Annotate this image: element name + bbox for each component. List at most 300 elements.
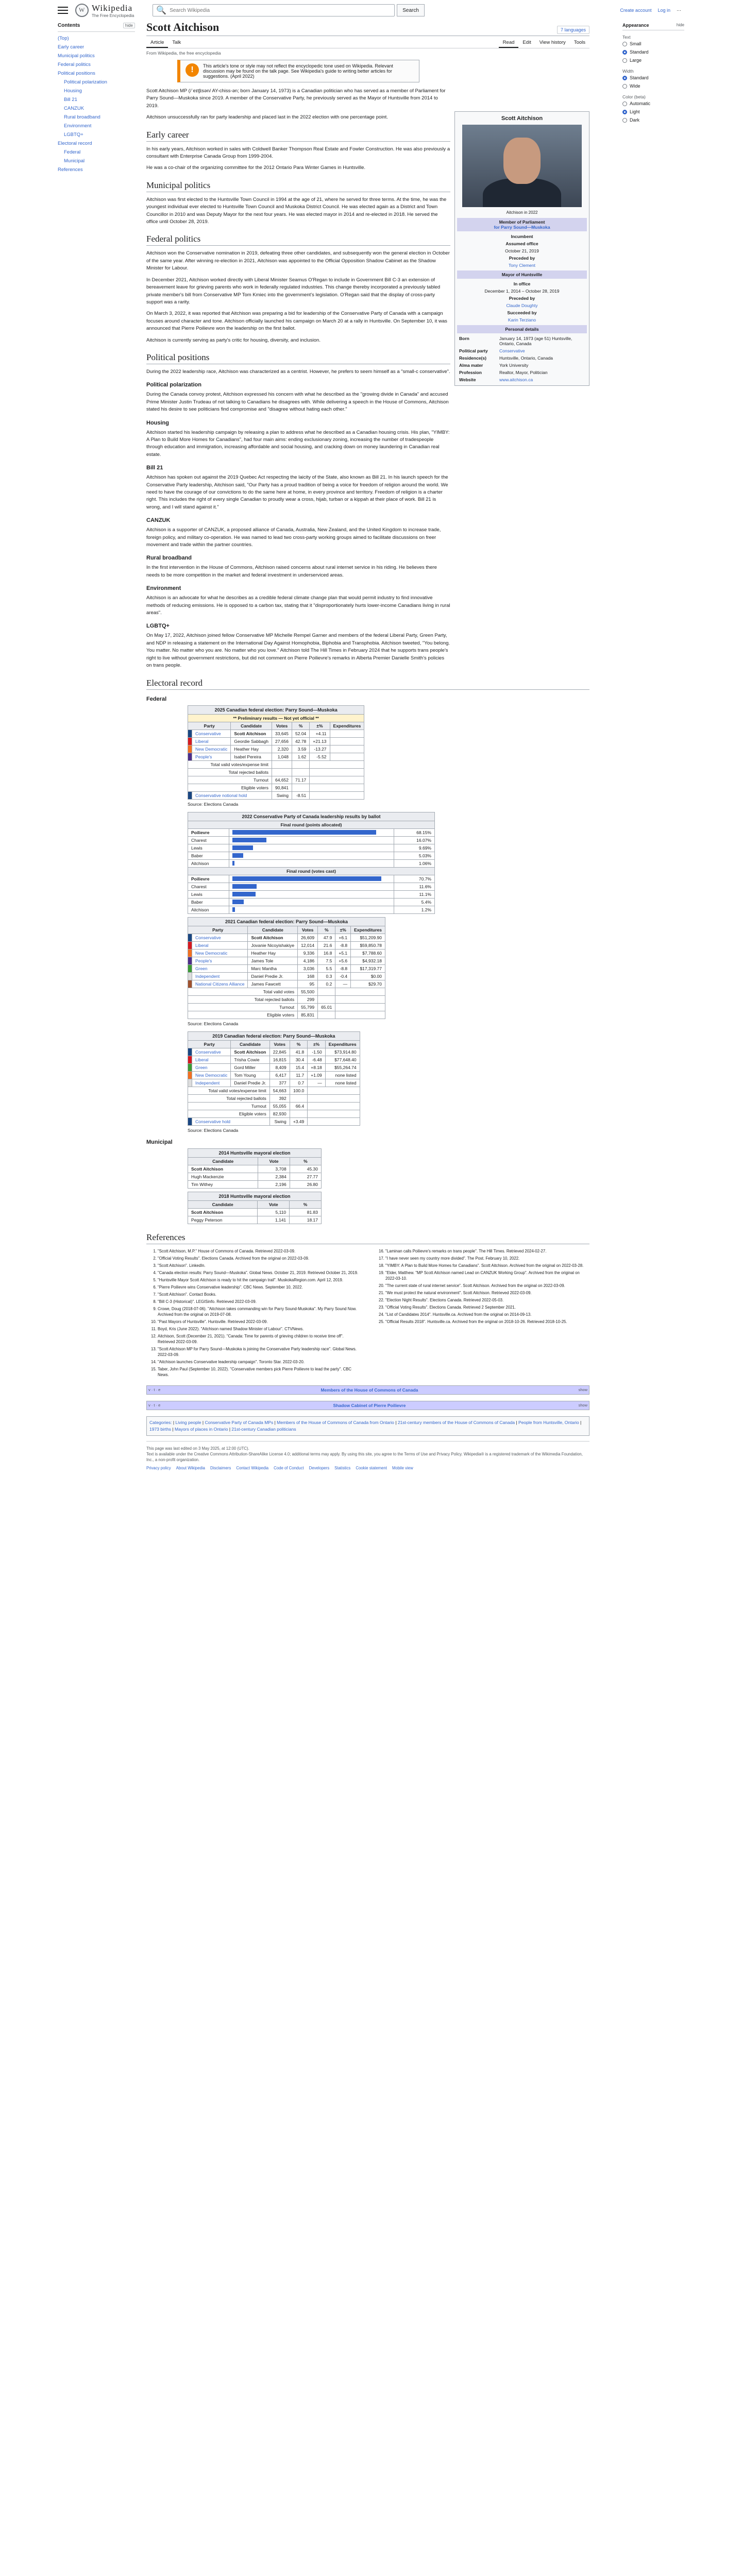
candidate-name: Scott Aitchison <box>248 934 298 941</box>
toc-item-municipal[interactable]: Municipal <box>64 158 85 164</box>
toc-item-federal-politics[interactable]: Federal politics <box>58 62 91 67</box>
swing-value: -8.51 <box>292 791 310 799</box>
totals-row <box>188 1102 360 1110</box>
appearance-option[interactable] <box>622 40 684 48</box>
appearance-option[interactable] <box>622 48 684 56</box>
radio-button-icon[interactable] <box>622 110 627 114</box>
votes: 4,186 <box>298 957 318 964</box>
vote-percent: 41.8 <box>290 1048 308 1056</box>
vote-percent: 16.8 <box>318 949 335 957</box>
expenditures: $59,850.78 <box>351 941 385 949</box>
vote-percent: 81.83 <box>290 1208 322 1216</box>
totals-percent <box>292 760 310 768</box>
expenditures: $29.70 <box>351 980 385 988</box>
candidate-name: Lewis <box>188 844 229 852</box>
vote-change: -6.48 <box>308 1056 326 1063</box>
color-heading: Color (beta) <box>622 94 646 99</box>
table-row <box>188 1056 360 1063</box>
leadership-row <box>188 898 435 906</box>
toc-hide-button[interactable]: hide <box>123 23 135 28</box>
portrait-image[interactable] <box>462 125 582 207</box>
radio-button-icon[interactable] <box>622 84 627 89</box>
reference-item: 6. "Pierre Poilievre wins Conservative leadership". CBC News. September 10, 2022. <box>158 1284 362 1290</box>
radio-button-icon[interactable] <box>622 76 627 80</box>
column-header: Candidate <box>231 1040 269 1048</box>
result-percent: 5.4% <box>394 898 435 906</box>
table-caption: 2025 Canadian federal election: Parry Sound—Muskoka <box>188 705 364 714</box>
election-results-table <box>188 1031 360 1126</box>
party-name[interactable]: Independent <box>192 1079 231 1087</box>
navbox-title-link[interactable]: Members of the House of Commons of Canada <box>321 1387 418 1393</box>
appearance-option[interactable] <box>622 56 684 64</box>
totals-value: 55,500 <box>298 988 318 995</box>
votes: 9,336 <box>298 949 318 957</box>
section-heading-political-polarization: Political polarization <box>146 382 201 388</box>
reference-item: 18. "YIMBY: A Plan to Build More Homes for Canadians". Scott Aitchison. Archived from the original on 2022-03-28. <box>385 1263 589 1268</box>
infobox-key: Born <box>459 336 469 341</box>
infobox-name: Scott Aitchison <box>501 115 543 122</box>
column-header: Vote <box>258 1200 290 1208</box>
totals-label: Turnout <box>188 1102 270 1110</box>
totals-row <box>188 1003 385 1011</box>
toc-item-canzuk[interactable]: CANZUK <box>64 106 85 111</box>
section-paragraph: In his early years, Aitchison worked in sales with Coldwell Banker Thompson Real Estate and Fowler Construction. He was also previously a consultant with Enterprise Canada Group from 1999-2004. <box>146 146 450 160</box>
totals-percent <box>318 1011 335 1019</box>
appearance-option[interactable] <box>622 82 684 90</box>
party-name[interactable]: Conservative <box>192 1048 231 1056</box>
navbox <box>146 1401 589 1410</box>
federal-results <box>146 705 589 1133</box>
succeeded-by-link[interactable]: Karin Terziano <box>508 317 536 323</box>
table-row <box>188 964 385 972</box>
tab-article[interactable]: Article <box>146 38 168 48</box>
column-header: Expenditures <box>325 1040 360 1048</box>
party-color-swatch <box>188 934 192 941</box>
votes: 95 <box>298 980 318 988</box>
infobox-row <box>457 335 587 347</box>
vote-change: +21.13 <box>310 737 330 745</box>
column-header: % <box>292 722 310 730</box>
color-options <box>622 99 684 124</box>
reference-item: 17. "I have never seen my country more divided". The Post. February 10, 2022. <box>385 1256 589 1261</box>
reference-item: 8. "Bill C-3 (Historical)". LEGISinfo. Retrieved 2022-03-09. <box>158 1299 362 1304</box>
votes: 2,320 <box>272 745 292 753</box>
appearance-hide-button[interactable]: hide <box>676 23 684 27</box>
table-caption: 2019 Canadian federal election: Parry Sound—Muskoka <box>188 1031 360 1040</box>
reference-item: 9. Crowe, Doug (2018-07-06). "Aitchison takes commanding win for Parry Sound-Muskoka". My Parry Sound Now. Archived from the original on 2019-07-08. <box>158 1306 362 1317</box>
election-results-table <box>188 917 385 1019</box>
party-name[interactable]: Liberal <box>192 941 248 949</box>
vote-percent: 5.5 <box>318 964 335 972</box>
tab-tools[interactable]: Tools <box>574 40 585 45</box>
references-column <box>374 1248 589 1379</box>
radio-button-icon[interactable] <box>622 58 627 63</box>
expenditures <box>330 753 364 760</box>
personal-tools <box>620 8 681 13</box>
totals-percent <box>292 768 310 776</box>
option-label: Standard <box>630 49 649 55</box>
page-footer <box>146 1441 589 1471</box>
party-name[interactable]: New Democratic <box>192 1071 231 1079</box>
infobox-row <box>457 362 587 369</box>
table-row <box>188 737 364 745</box>
totals-percent: 65.01 <box>318 1003 335 1011</box>
footer-link[interactable]: Privacy policy <box>146 1465 171 1470</box>
totals-percent: 66.4 <box>290 1102 308 1110</box>
footer-link[interactable]: Mobile view <box>392 1465 413 1470</box>
category-box <box>146 1416 589 1436</box>
category-link[interactable]: Mayors of places in Ontario <box>175 1426 228 1432</box>
table-row <box>188 753 364 760</box>
party-color-swatch <box>188 1071 192 1079</box>
totals-value: 64,652 <box>272 776 292 784</box>
width-heading: Width <box>622 69 634 74</box>
section-paragraph: On March 3, 2022, it was reported that Aitchison was preparing a bid for leadership of the Conservative Party of Canada with a campaign focuses around character and tone. Aitchison officially launched his campaign on March 20 at a rally in Huntsville. On September 10, it was announced that Pierre Poilievre won the leadership on the first ballot. <box>146 311 447 332</box>
section-paragraph: During the Canada convoy protest, Aitchison expressed his concern with what he described as the "growing divide in Canada" and accused Prime Minister Justin Trudeau of not talking to Canadians he disagrees with. While delivering a speech in the House of Commons, Aitchison stated his desire to see politicians find compromise and "disagree without hating each other." <box>146 392 449 413</box>
party-name[interactable]: National Citizens Alliance <box>192 980 248 988</box>
round-header: Final round (votes cast) <box>188 867 435 875</box>
totals-label: Eligible voters <box>188 1110 270 1117</box>
reference-item: 7. "Scott Aitchison". Contact Books. <box>158 1292 362 1297</box>
footer-link[interactable]: Developers <box>309 1465 330 1470</box>
table-row <box>188 1216 322 1224</box>
appearance-option[interactable] <box>622 108 684 116</box>
column-header: Party <box>188 722 231 730</box>
reference-item: 12. Aitchison, Scott (December 21, 2021). "Canada: Time for parents of grieving children to receive time off". Retrieved 2022-03-09. <box>158 1333 362 1345</box>
vote-change: +6.1 <box>335 934 351 941</box>
vote-percent: 7.5 <box>318 957 335 964</box>
table-source: Source: Elections Canada <box>188 1127 239 1133</box>
tab-talk[interactable]: Talk <box>172 40 181 45</box>
log-in-link[interactable]: Log in <box>657 7 670 13</box>
toc-item-municipal-politics[interactable]: Municipal politics <box>58 53 95 59</box>
result-percent: 11.6% <box>394 883 435 890</box>
footer-link[interactable]: Contact Wikipedia <box>236 1465 269 1470</box>
category-list: | Living people | Conservative Party of Canada MPs | Members of the House of Commons of Canada from Ontario | 21st-century members of the House of Commons of Canada | People from Huntsville, Ontario | 1973 births | Mayors of places in Ontario | 21st-century Canadian politicians <box>149 1419 582 1432</box>
category-link[interactable]: 21st-century Canadian politicians <box>231 1426 296 1432</box>
navbox-vte-links[interactable]: v · t · e <box>148 1402 161 1408</box>
more-options-icon[interactable]: ⋯ <box>677 7 681 13</box>
hold-label[interactable]: Conservative notional hold <box>192 791 272 799</box>
totals-label: Total rejected ballots <box>188 768 272 776</box>
swing-label[interactable]: Swing <box>272 791 292 799</box>
vote-percent: 11.7 <box>290 1071 308 1079</box>
infobox-value[interactable]: www.aitchison.ca <box>499 377 533 382</box>
votes: 22,845 <box>269 1048 290 1056</box>
party-name[interactable]: Conservative <box>192 934 248 941</box>
tab-view-history[interactable]: View history <box>539 40 566 45</box>
vote-change: +1.09 <box>308 1071 326 1079</box>
column-header: % <box>290 1157 321 1165</box>
table-caption: 2021 Canadian federal election: Parry Sound—Muskoka <box>188 917 385 926</box>
table-row <box>188 980 385 988</box>
leadership-row <box>188 852 435 859</box>
footer-link[interactable]: Code of Conduct <box>274 1465 304 1470</box>
toc-item-rural-broadband[interactable]: Rural broadband <box>64 114 100 120</box>
result-bar <box>232 892 256 896</box>
table-row <box>188 1048 360 1056</box>
totals-value: 392 <box>269 1094 290 1102</box>
result-bar <box>232 907 235 912</box>
swing-label[interactable]: Swing <box>269 1117 290 1125</box>
expenditures: none listed <box>325 1071 360 1079</box>
leadership-row <box>188 875 435 883</box>
candidate-name: Scott Aitchison <box>188 1208 258 1216</box>
main-menu-icon[interactable] <box>58 7 68 14</box>
party-color-swatch <box>188 737 192 745</box>
totals-row <box>188 1110 360 1117</box>
appearance-panel <box>622 21 684 124</box>
categories-label[interactable]: Categories: <box>149 1419 172 1425</box>
table-row <box>188 1180 322 1188</box>
article-content <box>146 21 589 1471</box>
party-name[interactable]: Independent <box>192 972 248 980</box>
vote-percent: 15.4 <box>290 1063 308 1071</box>
language-button[interactable]: 7 languages <box>557 26 589 34</box>
party-color-swatch <box>188 730 192 737</box>
toc-header <box>58 21 135 32</box>
table-row <box>188 1071 360 1079</box>
footer-link[interactable]: Statistics <box>334 1465 351 1470</box>
expenditures: $73,914.80 <box>325 1048 360 1056</box>
totals-label: Total rejected ballots <box>188 995 298 1003</box>
result-percent: 1.06% <box>394 859 435 867</box>
footer-link[interactable]: Disclaimers <box>210 1465 231 1470</box>
search-button[interactable]: Search <box>397 4 425 16</box>
hold-row <box>188 1117 360 1125</box>
candidate-name: Charest <box>188 883 229 890</box>
party-name[interactable]: New Democratic <box>192 745 231 753</box>
votes: 27,656 <box>272 737 292 745</box>
candidate-name: Scott Aitchison <box>231 1048 269 1056</box>
toc-item-political-positions[interactable]: Political positions <box>58 71 95 76</box>
column-header: % <box>290 1040 308 1048</box>
round-header: Final round (points allocated) <box>188 821 435 828</box>
party-name[interactable]: New Democratic <box>192 949 248 957</box>
option-label: Automatic <box>630 101 651 106</box>
party-name[interactable]: People's <box>192 753 231 760</box>
toc-item-bill-21[interactable]: Bill 21 <box>64 97 77 103</box>
votes: 6,417 <box>269 1071 290 1079</box>
hatnote-text: This article's tone or style may not reflect the encyclopedic tone used on Wikipedia. Relevant discussion may be found on the talk page. See Wikipedia's guide to writing better articles for suggestions. (April 2022) <box>203 63 393 79</box>
leadership-row <box>188 836 435 844</box>
section-paragraph: During the 2022 leadership race, Aitchison was characterized as a centrist. However, he prefers to seem himself as a "small-c conservative". <box>146 368 450 375</box>
category-link[interactable]: Living people <box>175 1419 201 1425</box>
candidate-name: Isabel Pereira <box>231 753 272 760</box>
tab-read[interactable]: Read <box>499 38 519 48</box>
section-heading-housing: Housing <box>146 419 169 426</box>
result-bar <box>232 845 253 850</box>
footer-link[interactable]: Cookie statement <box>356 1465 387 1470</box>
section-heading-municipal: Municipal <box>146 1139 173 1145</box>
assumed-office-date: October 21, 2019 <box>505 248 539 253</box>
totals-label: Eligible voters <box>188 1011 298 1019</box>
votes: 3,708 <box>258 1165 290 1173</box>
footer-link[interactable]: About Wikipedia <box>176 1465 206 1470</box>
last-edited: This page was last edited on 3 May 2025, at 12:00 (UTC). <box>146 1446 249 1451</box>
wikipedia-logo[interactable] <box>75 3 134 18</box>
section-heading-rural-broadband: Rural broadband <box>146 555 192 562</box>
candidate-name: Heather Hay <box>231 745 272 753</box>
category-link[interactable]: 21st-century members of the House of Commons of Canada <box>397 1419 515 1425</box>
toc-item-federal[interactable]: Federal <box>64 149 81 155</box>
lead-paragraph: Aitchison unsuccessfully ran for party leadership and placed last in the 2022 election with one percentage point. <box>146 114 388 121</box>
category-link[interactable]: Members of the House of Commons of Canada from Ontario <box>277 1419 394 1425</box>
navbox-show-toggle[interactable]: show <box>578 1387 587 1392</box>
appearance-option[interactable] <box>622 74 684 82</box>
vote-percent: 30.4 <box>290 1056 308 1063</box>
toc-item-lgbtq[interactable]: LGBTQ+ <box>64 132 83 138</box>
reference-item: 19. "Elder, Matthew. "MP Scott Aitchison named Lead on CANZUK Working Group". Archived from the original on 2022-03-10. <box>385 1270 589 1281</box>
navbox-title <box>147 1401 589 1410</box>
appearance-option[interactable] <box>622 99 684 108</box>
table-row <box>188 1208 322 1216</box>
table-row <box>188 949 385 957</box>
result-bar <box>232 884 257 889</box>
navbox-title-link[interactable]: Shadow Cabinet of Pierre Poilievre <box>333 1402 406 1408</box>
hold-label[interactable]: Conservative hold <box>192 1117 270 1125</box>
width-options <box>622 74 684 90</box>
reference-item: 20. "The current state of rural internet service". Scott Aitchison. Archived from the original on 2022-03-09. <box>385 1283 589 1289</box>
infobox-value: Realtor, Mayor, Politician <box>499 370 548 375</box>
infobox-row <box>457 376 587 383</box>
table-row <box>188 745 364 753</box>
category-link[interactable]: Conservative Party of Canada MPs <box>205 1419 274 1425</box>
candidate-name: Peggy Peterson <box>188 1216 258 1224</box>
election-results-table <box>188 705 364 800</box>
category-link[interactable]: 1973 births <box>149 1426 172 1432</box>
option-label: Standard <box>630 75 649 80</box>
page-tabs <box>146 38 589 48</box>
party-name[interactable]: Green <box>192 964 248 972</box>
radio-button-icon[interactable] <box>622 50 627 55</box>
reference-item: 3. "Scott Aitchison". LinkedIn. <box>158 1263 362 1268</box>
party-color-swatch <box>188 949 192 957</box>
navbox-vte-links[interactable]: v · t · e <box>148 1387 161 1392</box>
expenditures <box>330 745 364 753</box>
appearance-option[interactable] <box>622 116 684 124</box>
vote-percent: 47.9 <box>318 934 335 941</box>
leadership-row <box>188 859 435 867</box>
column-header: % <box>318 926 335 934</box>
totals-percent: 71.17 <box>292 776 310 784</box>
radio-button-icon[interactable] <box>622 101 627 106</box>
votes: 33,645 <box>272 730 292 737</box>
party-color-swatch <box>188 1056 192 1063</box>
preceded-by-link-2[interactable]: Claude Doughty <box>506 303 538 308</box>
party-name[interactable]: People's <box>192 957 248 964</box>
table-row <box>188 1079 360 1087</box>
infobox-key: Residence(s) <box>459 355 486 361</box>
option-label: Wide <box>630 83 640 89</box>
toc-item-political-polarization[interactable]: Political polarization <box>64 79 107 85</box>
vote-change: +4.11 <box>310 730 330 737</box>
vote-percent: 21.6 <box>318 941 335 949</box>
infobox-key: Political party <box>459 348 488 353</box>
votes: 5,110 <box>258 1208 290 1216</box>
votes: 377 <box>269 1079 290 1087</box>
tabs-spacer <box>185 38 498 48</box>
reference-item: 11. Boyd, Kris (June 2022). "Aitchison named Shadow Minister of Labour". CTVNews. <box>158 1326 362 1332</box>
article-flow <box>146 60 450 670</box>
radio-button-icon[interactable] <box>622 118 627 123</box>
totals-row <box>188 988 385 995</box>
tab-edit[interactable]: Edit <box>522 40 531 45</box>
party-name[interactable]: Green <box>192 1063 231 1071</box>
totals-row <box>188 1094 360 1102</box>
vote-change: +5.1 <box>335 949 351 957</box>
candidate-name: Geordie Sabbagh <box>231 737 272 745</box>
toc-item-housing[interactable]: Housing <box>64 88 82 94</box>
swing-value: +3.49 <box>290 1117 308 1125</box>
search-input[interactable] <box>170 8 391 13</box>
party-name[interactable]: Conservative <box>192 730 231 737</box>
hold-row <box>188 791 364 799</box>
section-heading-canzuk: CANZUK <box>146 517 171 524</box>
leadership-row <box>188 883 435 890</box>
expenditures: $4,932.18 <box>351 957 385 964</box>
party-name[interactable]: Liberal <box>192 1056 231 1063</box>
navbox-show-toggle[interactable]: show <box>578 1402 587 1408</box>
preceded-by-link[interactable]: Tony Clement <box>509 263 535 268</box>
votes: 16,815 <box>269 1056 290 1063</box>
vote-change: -13.27 <box>310 745 330 753</box>
totals-percent: 100.0 <box>290 1087 308 1094</box>
section-heading-bill-21: Bill 21 <box>146 465 163 471</box>
vote-change: -0.4 <box>335 972 351 980</box>
votes: 3,036 <box>298 964 318 972</box>
radio-button-icon[interactable] <box>622 42 627 46</box>
party-name[interactable]: Liberal <box>192 737 231 745</box>
toc-item-references[interactable]: References <box>58 167 83 173</box>
office2-title: Mayor of Huntsville <box>457 270 587 279</box>
totals-value <box>272 760 292 768</box>
section-paragraph: Aitchison started his leadership campaign by releasing a plan to address what he described as a Canadian housing crisis. His plan, "YIMBY: A Plan to Build More Homes for Canadians", had four main aims: ending exclusionary zoning, increasing the number of tradespeople through education and immigration, increasing affordable and social housing, and cracking down on money laundering in Canadian real estate. <box>146 429 450 457</box>
result-bar <box>232 861 234 866</box>
table-caption: 2018 Huntsville mayoral election <box>188 1192 322 1200</box>
totals-value: 299 <box>298 995 318 1003</box>
expenditures: $55,264.74 <box>325 1063 360 1071</box>
appearance-title: Appearance <box>622 23 649 28</box>
reference-item: 4. "Canada election results: Parry Sound—Muskoka". Global News. October 21, 2019. Retrieved October 21, 2019. <box>158 1270 362 1276</box>
create-account-link[interactable]: Create account <box>620 7 652 13</box>
table-row <box>188 1165 322 1173</box>
party-color-swatch <box>188 1079 192 1087</box>
leadership-row <box>188 844 435 852</box>
section-paragraph: He was a co-chair of the organizing committee for the 2012 Ontario Para Winter Games in Huntsville. <box>146 165 366 171</box>
section-heading-early-career: Early career <box>146 130 450 142</box>
expenditures: $17,319.77 <box>351 964 385 972</box>
reference-item: 25. "Official Results 2018". Huntsville.ca. Archived from the original on 2018-10-26. Retrieved 2018-10-25. <box>385 1319 589 1325</box>
reference-item: 22. "Election Night Results". Elections Canada. Retrieved 2022-05-03. <box>385 1297 589 1303</box>
office1-status: Incumbent <box>511 234 533 239</box>
infobox-value[interactable]: Conservative <box>499 348 525 353</box>
totals-label: Total valid votes/expense limit <box>188 1087 270 1094</box>
party-color-swatch <box>188 791 192 799</box>
toc-item-environment[interactable]: Environment <box>64 123 92 129</box>
search-box[interactable] <box>153 4 395 16</box>
party-color-swatch <box>188 964 192 972</box>
category-link[interactable]: People from Huntsville, Ontario <box>518 1419 579 1425</box>
toc-item-early-career[interactable]: Early career <box>58 44 85 50</box>
column-header: Votes <box>298 926 318 934</box>
result-percent: 16.07% <box>394 836 435 844</box>
toc-item-electoral-record[interactable]: Electoral record <box>58 141 92 146</box>
candidate-name: Hugh Mackenzie <box>188 1173 258 1180</box>
navbox <box>146 1385 589 1395</box>
totals-label: Turnout <box>188 776 272 784</box>
toc-item-top[interactable]: (Top) <box>58 36 69 41</box>
